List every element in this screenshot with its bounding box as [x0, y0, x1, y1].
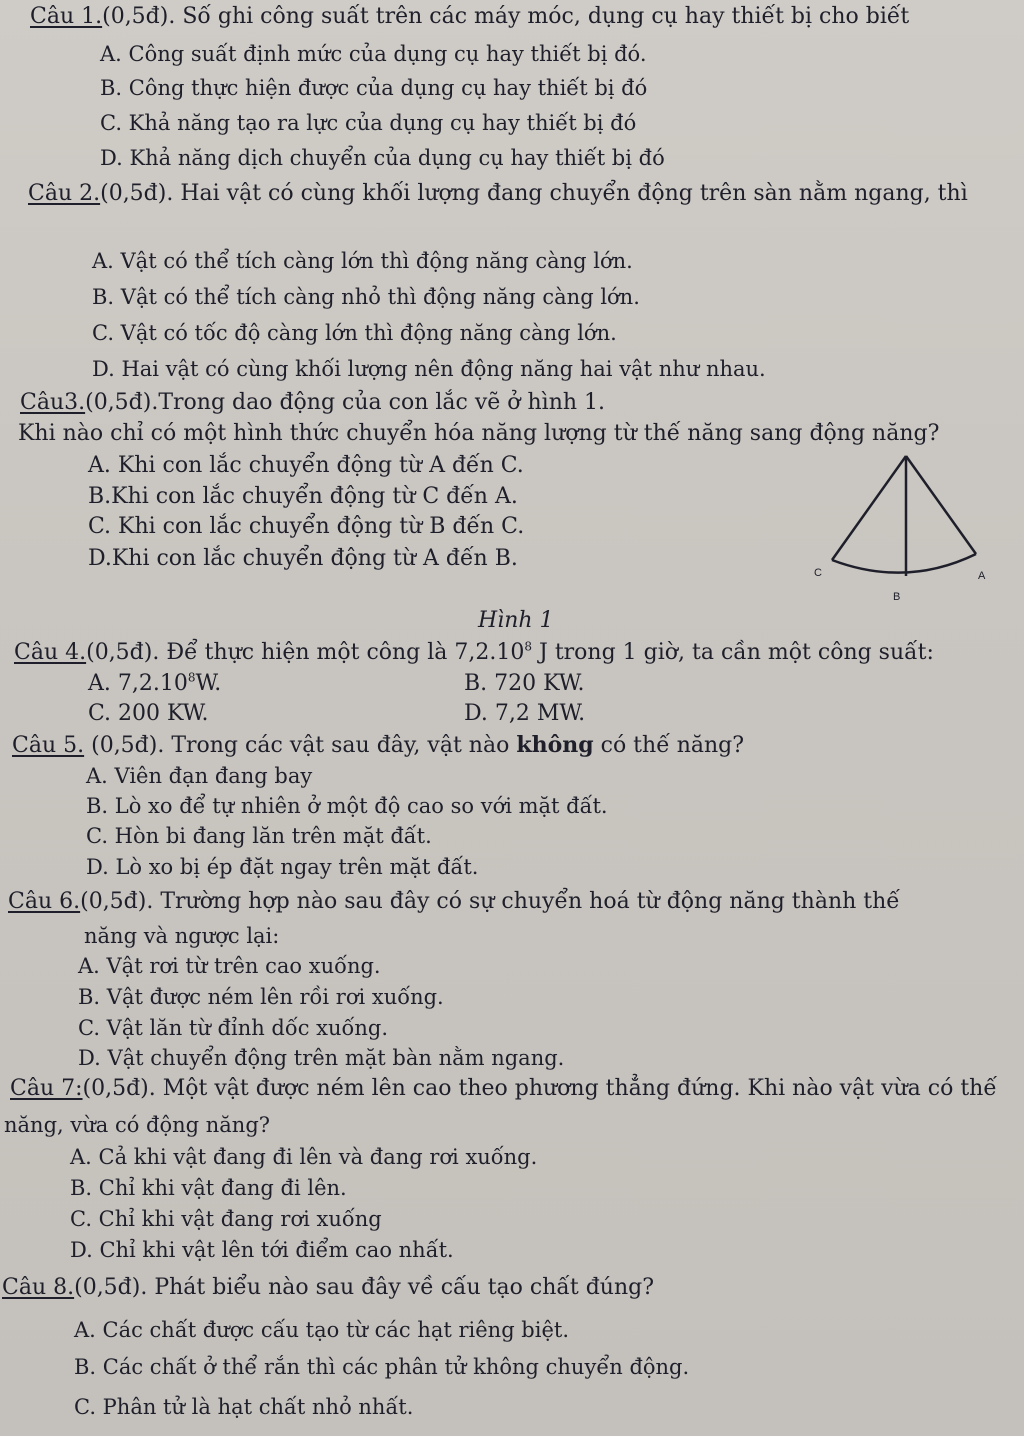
q4-option-c: C. 200 KW.: [88, 701, 209, 726]
q2-text: (0,5đ). Hai vật có cùng khối lượng đang chuyển động trên sàn nằm ngang, thì: [100, 181, 968, 206]
pendulum-string-right: [906, 456, 976, 554]
q6-option-c: C. Vật lăn từ đỉnh dốc xuống.: [78, 1016, 389, 1040]
q8-header: [2, 1277, 654, 1299]
q1-text: (0,5đ). Số ghi công suất trên các máy móc, dụng cụ hay thiết bị cho biết: [102, 4, 910, 29]
q4-option-a-exponent: 8: [187, 670, 196, 685]
q3-text-line2: Khi nào chỉ có một hình thức chuyển hóa năng lượng từ thế năng sang động năng?: [18, 421, 940, 446]
q8-option-c: C. Phân tử là hạt chất nhỏ nhất.: [74, 1395, 414, 1419]
q6-option-a: A. Vật rơi từ trên cao xuống.: [78, 954, 381, 978]
q8-text: (0,5đ). Phát biểu nào sau đây về cấu tạo chất đúng?: [74, 1275, 655, 1300]
q5-label: Câu 5.: [12, 733, 85, 758]
point-a-label: A: [978, 570, 986, 582]
point-b-label: B: [893, 591, 901, 603]
q4-option-a-pre: A. 7,2.10: [88, 671, 188, 696]
q4-header: [14, 639, 934, 665]
q6-option-b: B. Vật được ném lên rồi rơi xuống.: [78, 985, 444, 1009]
q2-option-d: D. Hai vật có cùng khối lượng nên động năng hai vật như nhau.: [92, 357, 766, 381]
q5-option-b: B. Lò xo để tự nhiên ở một độ cao so với mặt đất.: [86, 794, 608, 818]
q4-exponent: 8: [524, 639, 533, 654]
q6-text-line2: năng và ngược lại:: [84, 924, 280, 948]
q2-option-c: C. Vật có tốc độ càng lớn thì động năng càng lớn.: [92, 321, 617, 345]
q4-option-a-post: W.: [195, 671, 222, 696]
q4-label: Câu 4.: [14, 640, 87, 665]
q3-header: [20, 392, 605, 414]
q4-text-post: J trong 1 giờ, ta cần một công suất:: [539, 640, 934, 665]
q6-option-d: D. Vật chuyển động trên mặt bàn nằm ngang.: [78, 1046, 565, 1070]
q2-option-b: B. Vật có thể tích càng nhỏ thì động năng càng lớn.: [92, 285, 640, 309]
q1-option-a: A. Công suất định mức của dụng cụ hay thiết bị đó.: [100, 42, 647, 66]
q1-header: [30, 6, 909, 28]
q7-option-b: B. Chỉ khi vật đang đi lên.: [70, 1176, 347, 1200]
q7-text: (0,5đ). Một vật được ném lên cao theo phương thẳng đứng. Khi nào vật vừa có thế: [82, 1076, 997, 1101]
q2-label: Câu 2.: [28, 181, 101, 206]
pendulum-string-left: [832, 456, 906, 560]
figure-caption: Hình 1: [478, 608, 554, 633]
q2-header: [28, 183, 968, 205]
q1-label: Câu 1.: [30, 4, 103, 29]
q3-option-a: A. Khi con lắc chuyển động từ A đến C.: [88, 453, 524, 478]
q6-label: Câu 6.: [8, 889, 81, 914]
q3-label: Câu3.: [20, 390, 86, 415]
q8-option-b: B. Các chất ở thể rắn thì các phân tử không chuyển động.: [74, 1355, 690, 1379]
q3-text: (0,5đ).Trong dao động của con lắc vẽ ở hình 1.: [85, 390, 606, 415]
q1-option-c: C. Khả năng tạo ra lực của dụng cụ hay thiết bị đó: [100, 111, 637, 135]
q5-text-pre: (0,5đ). Trong các vật sau đây, vật nào: [91, 733, 510, 758]
q3-option-d: D.Khi con lắc chuyển động từ A đến B.: [88, 546, 518, 571]
q6-text: (0,5đ). Trường hợp nào sau đây có sự chuyển hoá từ động năng thành thế: [80, 889, 900, 914]
q5-text-bold: không: [516, 732, 594, 758]
q4-option-a: [88, 670, 222, 696]
q2-option-a: A. Vật có thể tích càng lớn thì động năng càng lớn.: [92, 249, 633, 273]
q4-option-b: B. 720 KW.: [464, 671, 585, 696]
q5-option-c: C. Hòn bi đang lăn trên mặt đất.: [86, 824, 432, 848]
q5-header: [12, 734, 744, 757]
q6-header: [8, 891, 900, 913]
q5-option-a: A. Viên đạn đang bay: [86, 764, 313, 788]
q7-option-c: C. Chỉ khi vật đang rơi xuống: [70, 1207, 382, 1231]
point-c-label: C: [814, 567, 822, 579]
q5-text-post: có thế năng?: [600, 733, 745, 758]
q1-option-d: D. Khả năng dịch chuyển của dụng cụ hay thiết bị đó: [100, 146, 665, 170]
q4-text-pre: (0,5đ). Để thực hiện một công là 7,2.10: [86, 640, 525, 665]
q8-option-a: A. Các chất được cấu tạo từ các hạt riêng biệt.: [74, 1318, 570, 1342]
pendulum-arc: [832, 554, 976, 573]
q7-option-d: D. Chỉ khi vật lên tới điểm cao nhất.: [70, 1238, 454, 1262]
q3-option-c: C. Khi con lắc chuyển động từ B đến C.: [88, 514, 525, 539]
q7-text-line2: năng, vừa có động năng?: [4, 1113, 271, 1137]
q7-header: [10, 1078, 997, 1100]
q5-option-d: D. Lò xo bị ép đặt ngay trên mặt đất.: [86, 855, 479, 879]
q1-option-b: B. Công thực hiện được của dụng cụ hay thiết bị đó: [100, 76, 648, 100]
q4-option-d: D. 7,2 MW.: [464, 701, 586, 726]
q3-option-b: B.Khi con lắc chuyển động từ C đến A.: [88, 484, 518, 509]
q7-option-a: A. Cả khi vật đang đi lên và đang rơi xuống.: [70, 1145, 538, 1169]
pendulum-figure: [800, 448, 1000, 608]
q8-label: Câu 8.: [2, 1275, 75, 1300]
q7-label: Câu 7:: [10, 1076, 83, 1101]
